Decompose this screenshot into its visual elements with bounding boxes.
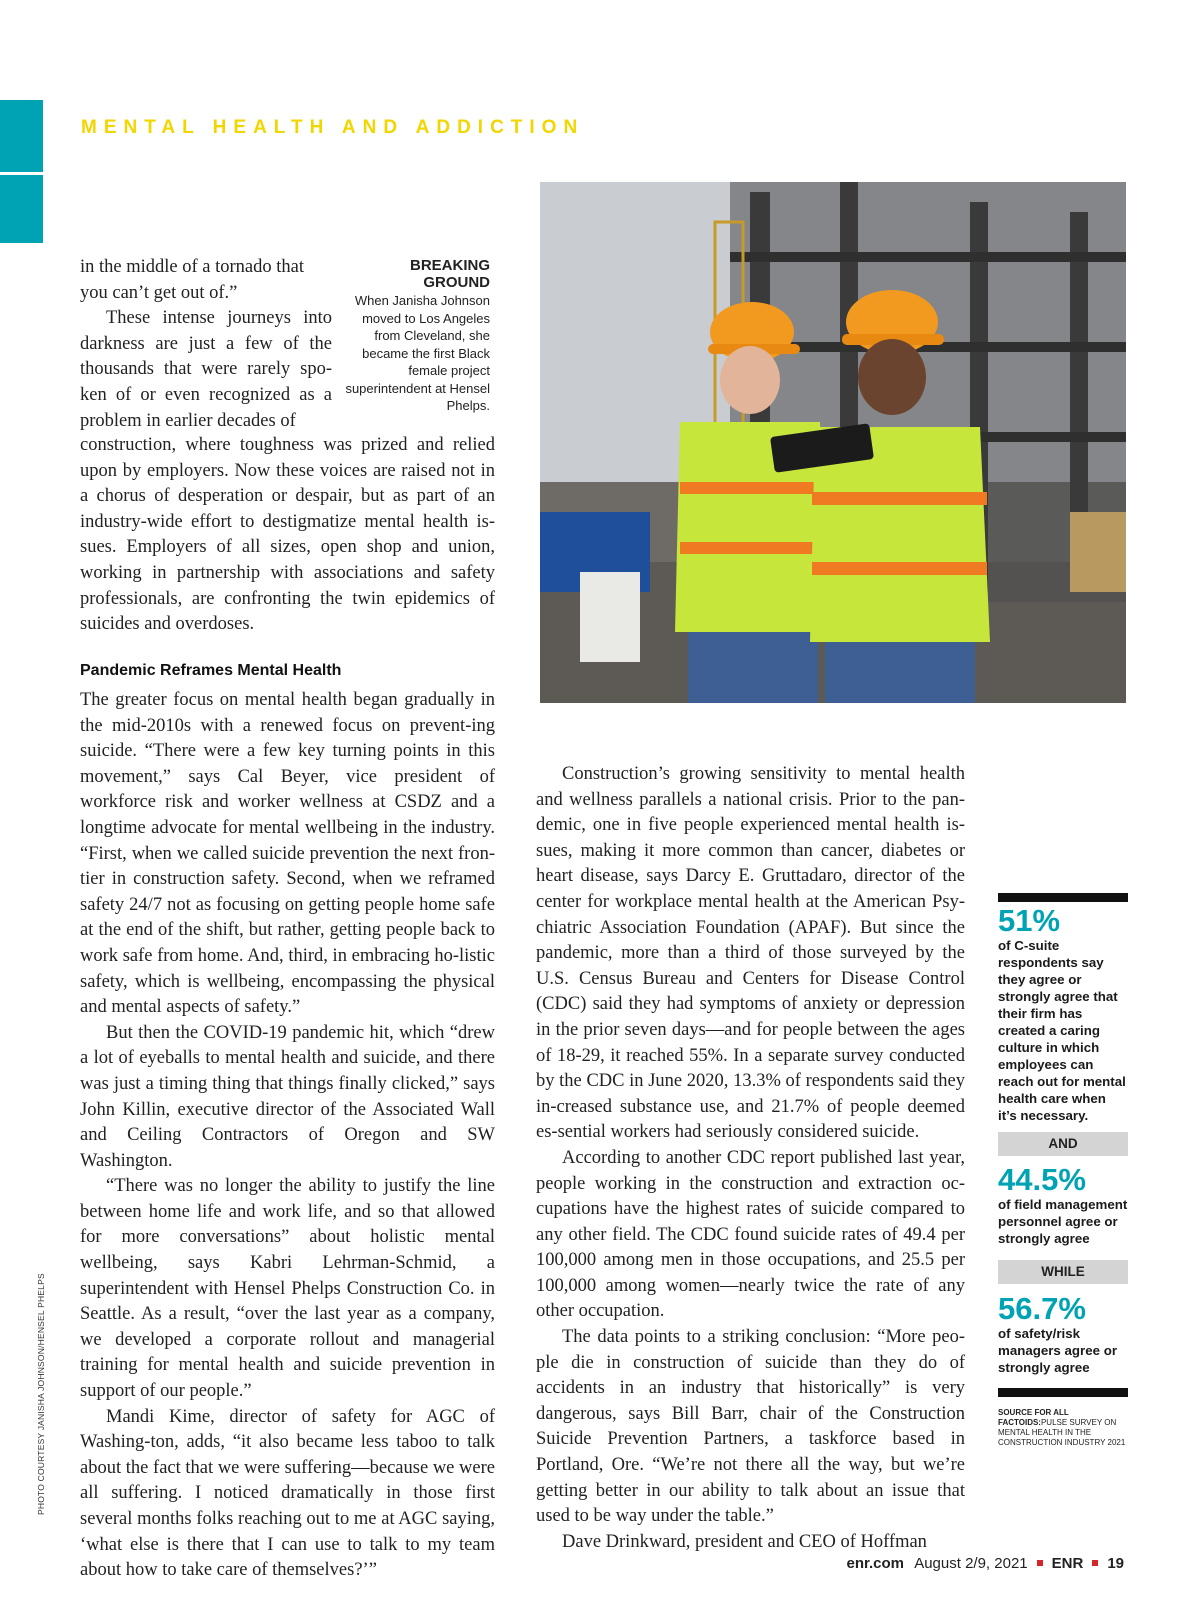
stat-description: of C-suite respondents say they agree or strongly agree that their firm has created a caring culture in which employees can reach out for mental health care when it’s necessary. [998,938,1126,1123]
paragraph: Dave Drinkward, president and CEO of Hoffman [562,1531,927,1552]
machinery [1070,512,1126,592]
col1-continued-text [80,433,495,638]
factbox-top-rule [998,893,1128,902]
stat-value: 56.7% [998,1291,1086,1326]
factoid-box [998,893,1128,1448]
jeans [688,632,818,703]
page-footer [847,1555,1125,1572]
paragraph: “There was no longer the ability to justify the line between home life and work life, and so that allowed for more conversations” about holistic mental wellbeing, says Kabri Lehrman-Schmid, a superintendent with Hensel Phelps Construction Co. in Seattle. As a result, “over the last year as a company, we developed a corporate rollout and managerial training for mental health and suicide prevention in support of our people.” [80,1176,495,1402]
section-title: MENTAL HEALTH AND ADDICTION [81,117,585,138]
photo-caption [340,257,490,415]
stat-description: of safety/risk managers agree or strongly agree [998,1326,1117,1375]
paragraph: The data points to a striking conclusion: “More peo-ple die in construction of suicide than they do of accidents in an industry that historically” is very dangerous, says Bill Barr, chair of the Construction Suicide Prevention Partners, a taskforce based in Portland, Ore. “We’re not there all the way, but we’re getting better in our ability to talk about an issue that used to be way under the table.” [536,1327,965,1527]
caption-body: When Janisha Johnson moved to Los Angeles from Cleveland, she became the first Black female project superintendent at Hensel Phelps. [345,293,490,413]
separator-square-icon [1092,1560,1098,1566]
paragraph: According to another CDC report published last year, people working in the construction and extraction oc-cupations have the highest rates of suicide compared to any other field. The CDC found suicide rates of 49.4 per 100,000 among men in those occupations, and 25.5 per 100,000 among women—nearly twice the rate of any other occupation. [536,1147,965,1322]
vest-stripe [680,482,825,494]
connector-label: WHILE [998,1260,1128,1284]
factbox-source [998,1408,1128,1448]
paragraph: The greater focus on mental health began gradually in the mid-2010s with a renewed focus on prevent-ing suicide. “There were a few key turning points in this movement,” says Cal Beyer, vice president of workforce risk and worker wellness at CSDZ and a longtime advocate for mental wellbeing in the industry. “First, when we called suicide prevention the next fron-tier in construction safety. Second, when we reframed safety 24/7 not as focusing on getting people home safe at the end of the shift, but rather, getting people back to work safe from home. And, third, in embracing ho-listic safety, which is wellbeing, encompassing the physical and mental aspects of safety.” [80,690,495,1018]
bucket [580,572,640,662]
photo-illustration [540,182,1126,703]
face [720,346,780,414]
subheading: Pandemic Reframes Mental Health [80,662,342,679]
stat-value: 44.5% [998,1162,1086,1197]
col1-top-text [80,255,332,434]
paragraph: construction, where toughness was prized and relied upon by employers. Now these voices are raised not in a chorus of desperation or despair, but as part of an industry-wide effort to destigmatize mental health is-sues. Employers of all sizes, open shop and union, working in partnership with associations and safety professionals, are confronting the twin epidemics of suicides and overdoses. [80,435,495,635]
source-label: SOURCE FOR ALL FACTOIDS: [998,1408,1069,1427]
footer-magazine: ENR [1051,1555,1084,1572]
paragraph: Mandi Kime, director of safety for AGC of Washing-ton, adds, “it also became less taboo to talk about the fact that we were suffering—because we were all suffering. I noticed dramatically in those first several months folks reaching out to me at AGC saying, ‘what else is there that I can use to talk to my team about how to take care of themselves?’” [80,1406,495,1581]
footer-website: enr.com [846,1555,905,1572]
section-tab-bottom [0,175,43,243]
page-number: 19 [1107,1555,1124,1572]
caption-title: BREAKING GROUND [409,257,490,291]
beam [730,252,1126,262]
paragraph: But then the COVID-19 pandemic hit, which “drew a lot of eyeballs to mental health and suicide, and there was just a timing thing that things finally clicked,” says John Killin, executive director of the Associated Wall and Ceiling Contractors of Oregon and SW Washington. [80,1022,495,1171]
vest-stripe [812,492,987,505]
vest-stripe [680,542,825,554]
paragraph: Construction’s growing sensitivity to mental health and wellness parallels a national crisis. Prior to the pan-demic, one in five people experienced mental health is-sues, making it more common than cancer, diabetes or heart disease, says Darcy E. Gruttadaro, director of the center for workplace mental health at the American Psy-chiatric Association Foundation (APAF). But since the pandemic, more than a third of those surveyed by the U.S. Census Bureau and Centers for Disease Control (CDC) said they had symptoms of anxiety or depression in the prior seven days—and for people between the ages of 18-29, it reached 55%. In a separate survey conducted by the CDC in June 2020, 13.3% of respondents said they in-creased substance use, and 21.7% of people deemed es-sential workers had seriously considered suicide. [536,764,965,1143]
connector-label: AND [998,1132,1128,1156]
face [858,339,926,415]
source-text: PULSE SURVEY ON MENTAL HEALTH IN THE CONSTRUCTION INDUSTRY 2021 [998,1418,1126,1447]
stat-value: 51% [998,903,1061,938]
jeans [825,642,975,703]
footer-date: August 2/9, 2021 [914,1555,1028,1572]
vest-stripe [812,562,987,575]
article-photo [540,182,1126,703]
photo-credit: PHOTO COURTESY JANISHA JOHNSON/HENSEL PHELPS [36,1273,46,1515]
factbox-bottom-rule [998,1388,1128,1397]
col1-body-text [80,688,495,1584]
paragraph: in the middle of a tornado that you can’t get out of.” [80,257,304,303]
separator-square-icon [1037,1560,1043,1566]
paragraph: These intense journeys into darkness are just a few of the thousands that were rarely spo-ken of or even recognized as a problem in earlier decades of [80,308,332,431]
col2-body-text [536,762,965,1555]
stat-description: of field management personnel agree or strongly agree [998,1197,1128,1246]
section-tab-top [0,100,43,172]
